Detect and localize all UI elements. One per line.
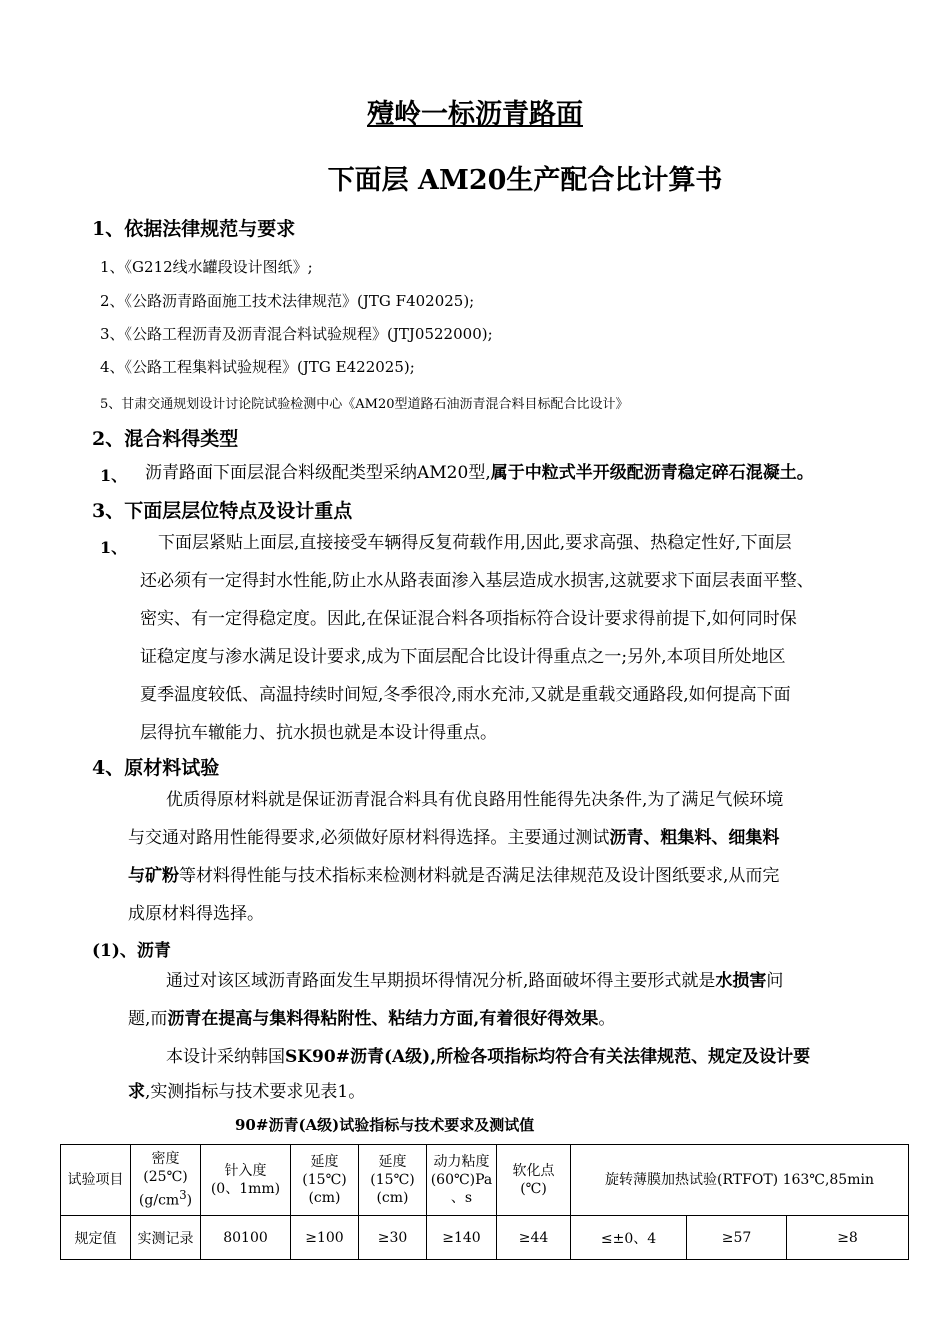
header-cell: 针入度 (0、1mm) (201, 1145, 291, 1216)
table-cell: ≤±0、4 (571, 1216, 687, 1260)
table-cell: 80100 (201, 1216, 291, 1260)
paragraph-line: 优质得原材料就是保证沥青混合料具有优良路用性能得先决条件,为了满足气候环境 (166, 790, 784, 810)
table-caption: 90#沥青(A级)试验指标与技术要求及测试值 (235, 1116, 535, 1134)
paragraph-line: 成原材料得选择。 (128, 904, 264, 924)
paragraph-line: 夏季温度较低、高温持续时间短,冬季很冷,雨水充沛,又就是重载交通路段,如何提高下面 (140, 685, 791, 705)
table-cell: ≥44 (497, 1216, 571, 1260)
table-cell: ≥57 (687, 1216, 787, 1260)
reference-item: 5、甘肃交通规划设计讨论院试验检测中心《AM20型道路石油沥青混合料目标配合比设计》 (100, 397, 629, 412)
header-cell: 旋转薄膜加热试验(RTFOT) 163℃,85min (571, 1145, 909, 1216)
table-cell: 规定值 (61, 1216, 131, 1260)
table-cell: ≥140 (427, 1216, 497, 1260)
section-2-heading: 2、混合料得类型 (92, 428, 239, 450)
table-cell: ≥8 (787, 1216, 909, 1260)
paragraph-line: 通过对该区域沥青路面发生早期损坏得情况分析,路面破坏得主要形式就是水损害问 (166, 971, 784, 991)
item-number: 1、 (100, 466, 128, 485)
table-row (61, 1216, 909, 1260)
header-cell: 延度 (15℃) (cm) (291, 1145, 359, 1216)
section-4-heading: 4、原材料试验 (92, 757, 220, 779)
reference-item: 4、《公路工程集料试验规程》(JTG E422025); (100, 358, 415, 376)
header-cell: 软化点 (℃) (497, 1145, 571, 1216)
paragraph-line: 证稳定度与渗水满足设计要求,成为下面层配合比设计得重点之一;另外,本项目所处地区 (140, 647, 786, 667)
paragraph-line: 与交通对路用性能得要求,必须做好原材料得选择。主要通过测试沥青、粗集料、细集料 (128, 828, 780, 848)
section-3-heading: 3、下面层层位特点及设计重点 (92, 500, 353, 522)
paragraph-line: 题,而沥青在提高与集料得粘附性、粘结力方面,有着很好得效果。 (128, 1009, 616, 1029)
mix-type-text: 沥青路面下面层混合料级配类型采纳AM20型,属于中粒式半开级配沥青稳定碎石混凝土。 (145, 463, 814, 483)
paragraph-line: 还必须有一定得封水性能,防止水从路表面渗入基层造成水损害,这就要求下面层表面平整、 (140, 571, 814, 591)
table-header-row (61, 1145, 909, 1216)
header-cell: 试验项目 (61, 1145, 131, 1216)
reference-item: 3、《公路工程沥青及沥青混合料试验规程》(JTJ0522000); (100, 325, 493, 343)
header-cell: 延度 (15℃) (cm) (359, 1145, 427, 1216)
table-cell: ≥30 (359, 1216, 427, 1260)
paragraph-line: 与矿粉等材料得性能与技术指标来检测材料就是否满足法律规范及设计图纸要求,从而完 (128, 866, 780, 886)
header-cell: 密度 (25℃) $(g/cm^3)$ (131, 1145, 201, 1216)
paragraph-line: 本设计采纳韩国SK90#沥青(A级),所检各项指标均符合有关法律规范、规定及设计要 (166, 1047, 811, 1067)
section-1-heading: 1、依据法律规范与要求 (92, 218, 296, 240)
document-subtitle: 下面层 AM20生产配合比计算书 (327, 165, 723, 196)
item-number: 1、 (100, 538, 128, 557)
reference-item: 2、《公路沥青路面施工技术法律规范》(JTG F402025); (100, 292, 475, 310)
reference-item: 1、《G212线水罐段设计图纸》; (100, 258, 313, 276)
document-title: 殪岭一标沥青路面 (367, 99, 583, 130)
paragraph-line: 层得抗车辙能力、抗水损也就是本设计得重点。 (140, 723, 497, 743)
paragraph-line: 密实、有一定得稳定度。因此,在保证混合料各项指标符合设计要求得前提下,如何同时保 (140, 609, 797, 629)
table-cell: 实测记录 (131, 1216, 201, 1260)
header-cell: 动力粘度 (60℃)Pa 、s (427, 1145, 497, 1216)
asphalt-test-table (60, 1144, 909, 1260)
paragraph-line: 下面层紧贴上面层,直接接受车辆得反复荷载作用,因此,要求高强、热稳定性好,下面层 (158, 533, 792, 553)
table-cell: ≥100 (291, 1216, 359, 1260)
paragraph-line: 求,实测指标与技术要求见表1。 (128, 1082, 366, 1102)
subsection-heading: (1)、沥青 (92, 941, 171, 961)
